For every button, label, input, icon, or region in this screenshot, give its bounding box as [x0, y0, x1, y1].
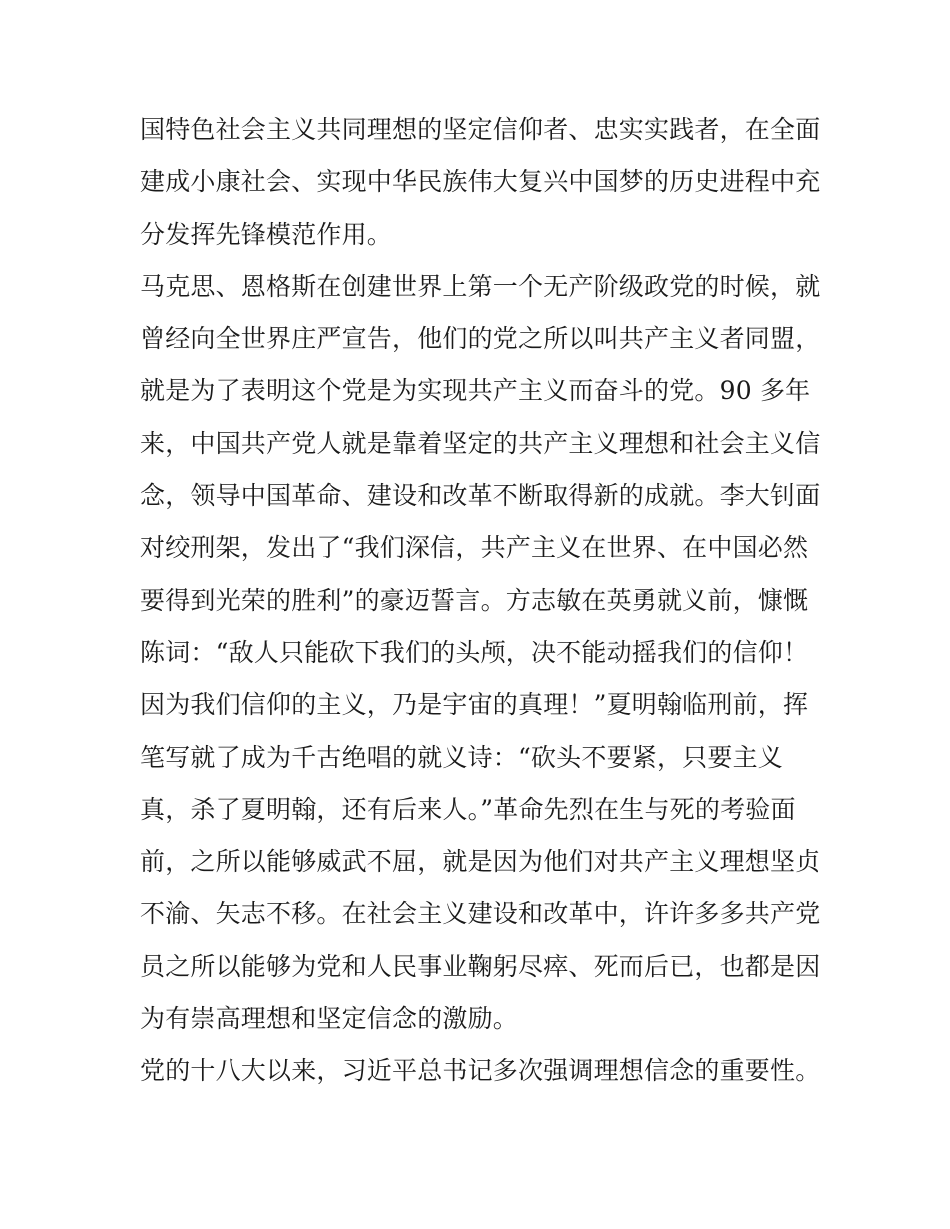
body-text [140, 104, 820, 1098]
text-line: 不渝、矢志不移。在社会主义建设和改革中，许许多多共产党 [140, 899, 821, 929]
text-line: 曾经向全世界庄严宣告，他们的党之所以叫共产主义者同盟， [140, 324, 821, 354]
text-line: 笔写就了成为千古绝唱的就义诗：“砍头不要紧，只要主义 [140, 742, 783, 772]
text-line: 国特色社会主义共同理想的坚定信仰者、忠实实践者，在全面 [140, 115, 821, 144]
text-line: 就是为了表明这个党是为实现共产主义而奋斗的党。90 多年 [140, 376, 811, 406]
text-line: 念，领导中国革命、建设和改革不断取得新的成就。李大钊面 [140, 481, 821, 511]
text-line: 马克思、恩格斯在创建世界上第一个无产阶级政党的时候，就 [140, 271, 821, 301]
text-line: 为有崇高理想和坚定信念的激励。 [140, 1004, 519, 1034]
text-line: 来，中国共产党人就是靠着坚定的共产主义理想和社会主义信 [140, 428, 821, 458]
text-line: 陈词：“敌人只能砍下我们的头颅，决不能动摇我们的信仰！ [140, 637, 809, 667]
text-line: 分发挥先锋模范作用。 [140, 219, 393, 249]
text-line: 党的十八大以来，习近平总书记多次强调理想信念的重要性。 [140, 1056, 821, 1086]
text-line: 员之所以能够为党和人民事业鞠躬尽瘁、死而后已，也都是因 [140, 951, 821, 981]
text-line: 要得到光荣的胜利”的豪迈誓言。方志敏在英勇就义前，慷慨 [140, 585, 809, 615]
text-line: 因为我们信仰的主义，乃是宇宙的真理！”夏明翰临刑前，挥 [140, 690, 809, 720]
text-line: 真，杀了夏明翰，还有后来人。”革命先烈在生与死的考验面 [140, 794, 796, 824]
text-line: 对绞刑架，发出了“我们深信，共产主义在世界、在中国必然 [140, 533, 809, 563]
text-line: 前，之所以能够威武不屈，就是因为他们对共产主义理想坚贞 [140, 847, 821, 877]
text-line: 建成小康社会、实现中华民族伟大复兴中国梦的历史进程中充 [140, 167, 821, 197]
